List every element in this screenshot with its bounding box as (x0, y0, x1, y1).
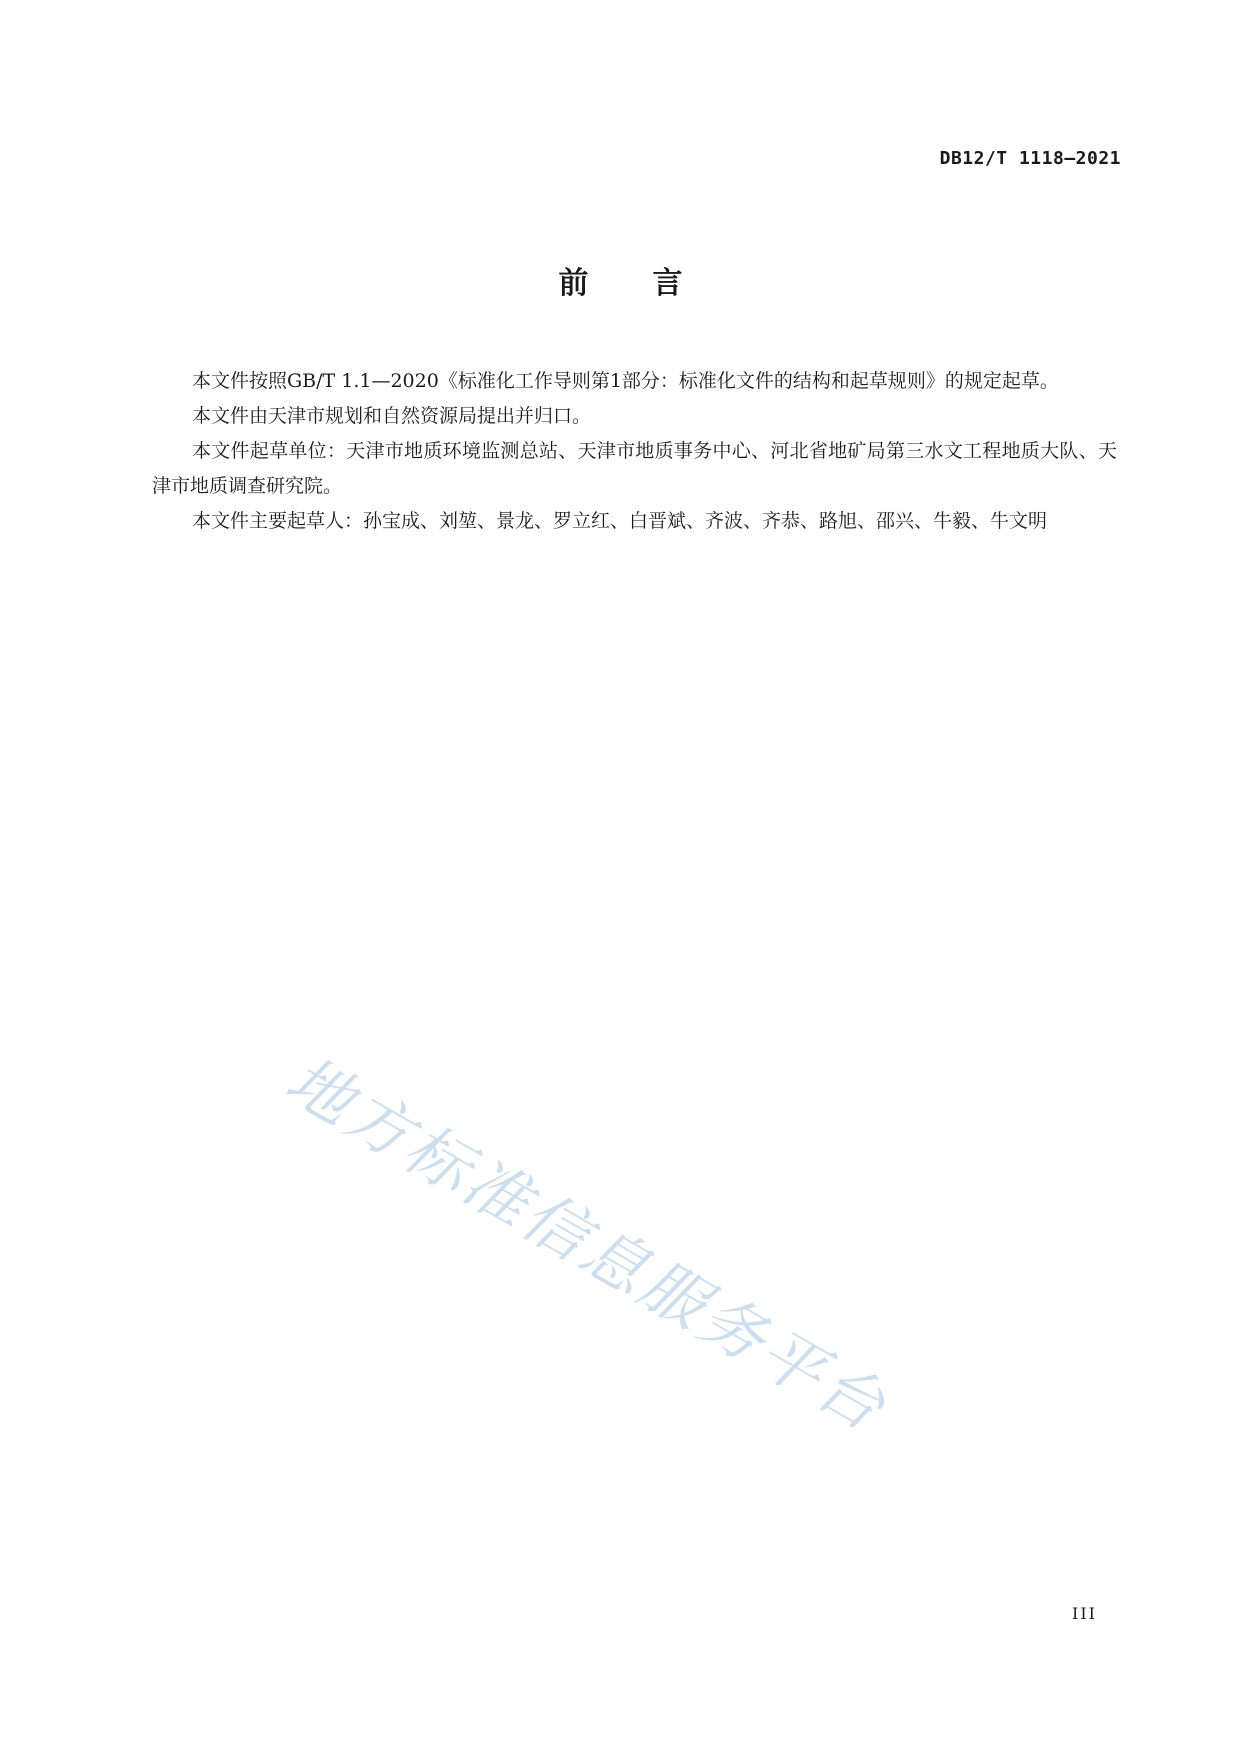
page-title: 前言 (558, 266, 747, 301)
paragraph-proposer: 本文件由天津市规划和自然资源局提出并归口。 (192, 405, 592, 427)
page-number: III (1072, 1604, 1097, 1623)
document-code: DB12/T 1118—2021 (939, 148, 1121, 169)
paragraph-drafting-units: 本文件起草单位：天津市地质环境监测总站、天津市地质事务中心、河北省地矿局第三水文工程地质大队、天津市地质调查研究院。 (152, 440, 1117, 497)
foreword-body (152, 364, 1117, 539)
paragraph-drafting-rules: 本文件按照GB/T 1.1—2020《标准化工作导则第1部分：标准化文件的结构和起草规则》的规定起草。 (192, 370, 1059, 392)
paragraph-drafters: 本文件主要起草人：孙宝成、刘堃、景龙、罗立红、白晋斌、齐波、齐恭、路旭、邵兴、牛毅、牛文明 (192, 510, 1048, 532)
watermark: 地方标准信息服务平台 (273, 1042, 900, 1448)
